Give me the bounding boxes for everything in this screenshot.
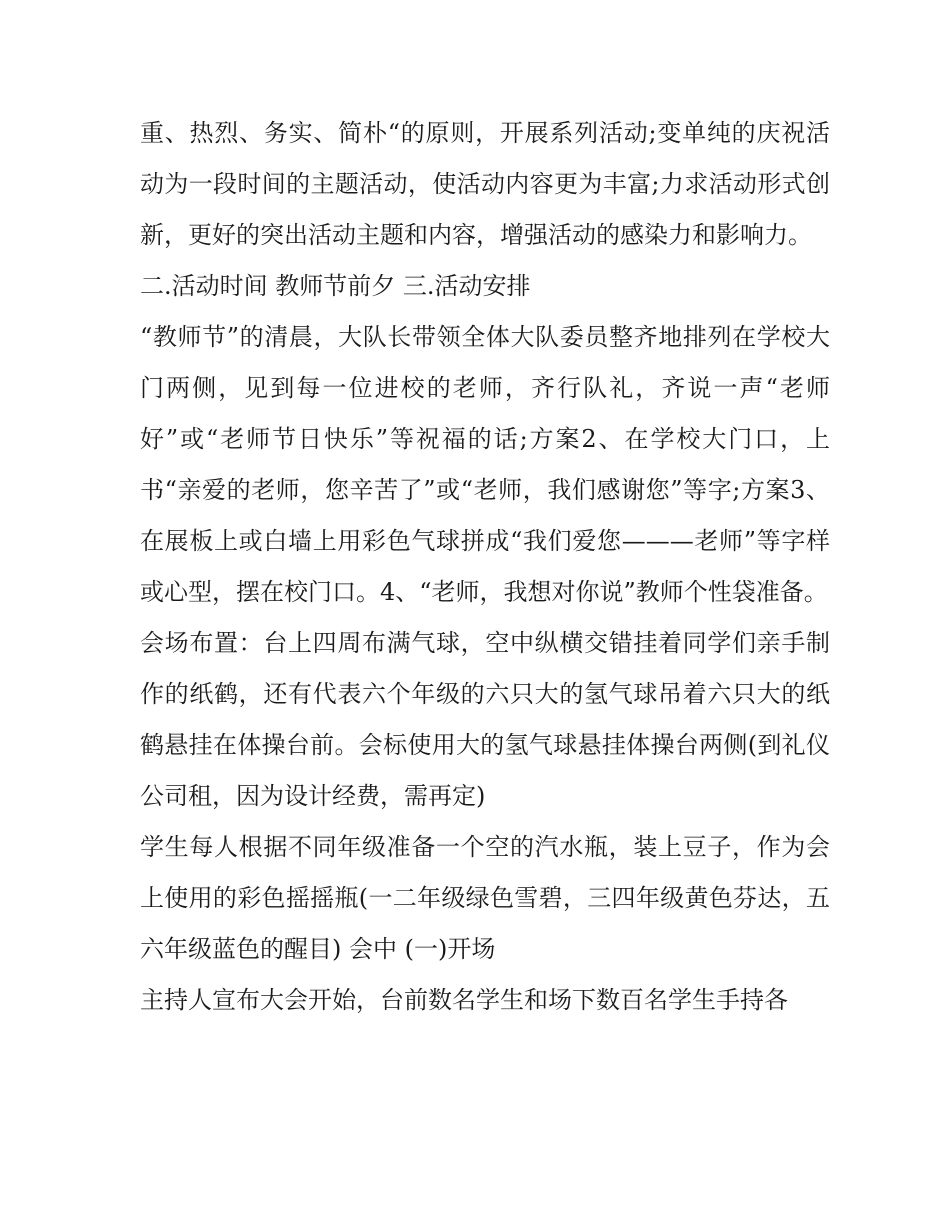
- paragraph-shaker-bottles: 学生每人根据不同年级准备一个空的汽水瓶，装上豆子，作为会上使用的彩色摇摇瓶(一二年级绿色雪碧，三四年级黄色芬达，五六年级蓝色的醒目) 会中 (一)开场: [140, 833, 830, 963]
- paragraph-opening: 主持人宣布大会开始，台前数名学生和场下数百名学生手持各: [140, 986, 788, 1014]
- paragraph-time-arrangement: 二.活动时间 教师节前夕 三.活动安排: [140, 272, 531, 300]
- paragraph-morning-greeting: “教师节”的清晨，大队长带领全体大队委员整齐地排列在学校大门两侧，见到每一位进校的老师，齐行队礼，齐说一声“老师好”或“老师节日快乐”等祝福的话;方案2、在学校大门口，上书“亲爱的老师，您辛苦了”或“老师，我们感谢您”等字;方案3、在展板上或白墙上用彩色气球拼成“我们爱您———老师”等字样或心型，摆在校门口。4、“老师，我想对你说”教师个性袋准备。: [140, 323, 830, 606]
- paragraph-principles: 重、热烈、务实、简朴“的原则，开展系列活动;变单纯的庆祝活动为一段时间的主题活动，使活动内容更为丰富;力求活动形式创新，更好的突出活动主题和内容，增强活动的感染力和影响力。: [140, 119, 830, 249]
- paragraph-venue-layout: 会场布置：台上四周布满气球，空中纵横交错挂着同学们亲手制作的纸鹤，还有代表六个年级的六只大的氢气球吊着六只大的纸鹤悬挂在体操台前。会标使用大的氢气球悬挂体操台两侧(到礼仪公司租，因为设计经费，需再定): [140, 629, 830, 810]
- document-body: [140, 108, 830, 1026]
